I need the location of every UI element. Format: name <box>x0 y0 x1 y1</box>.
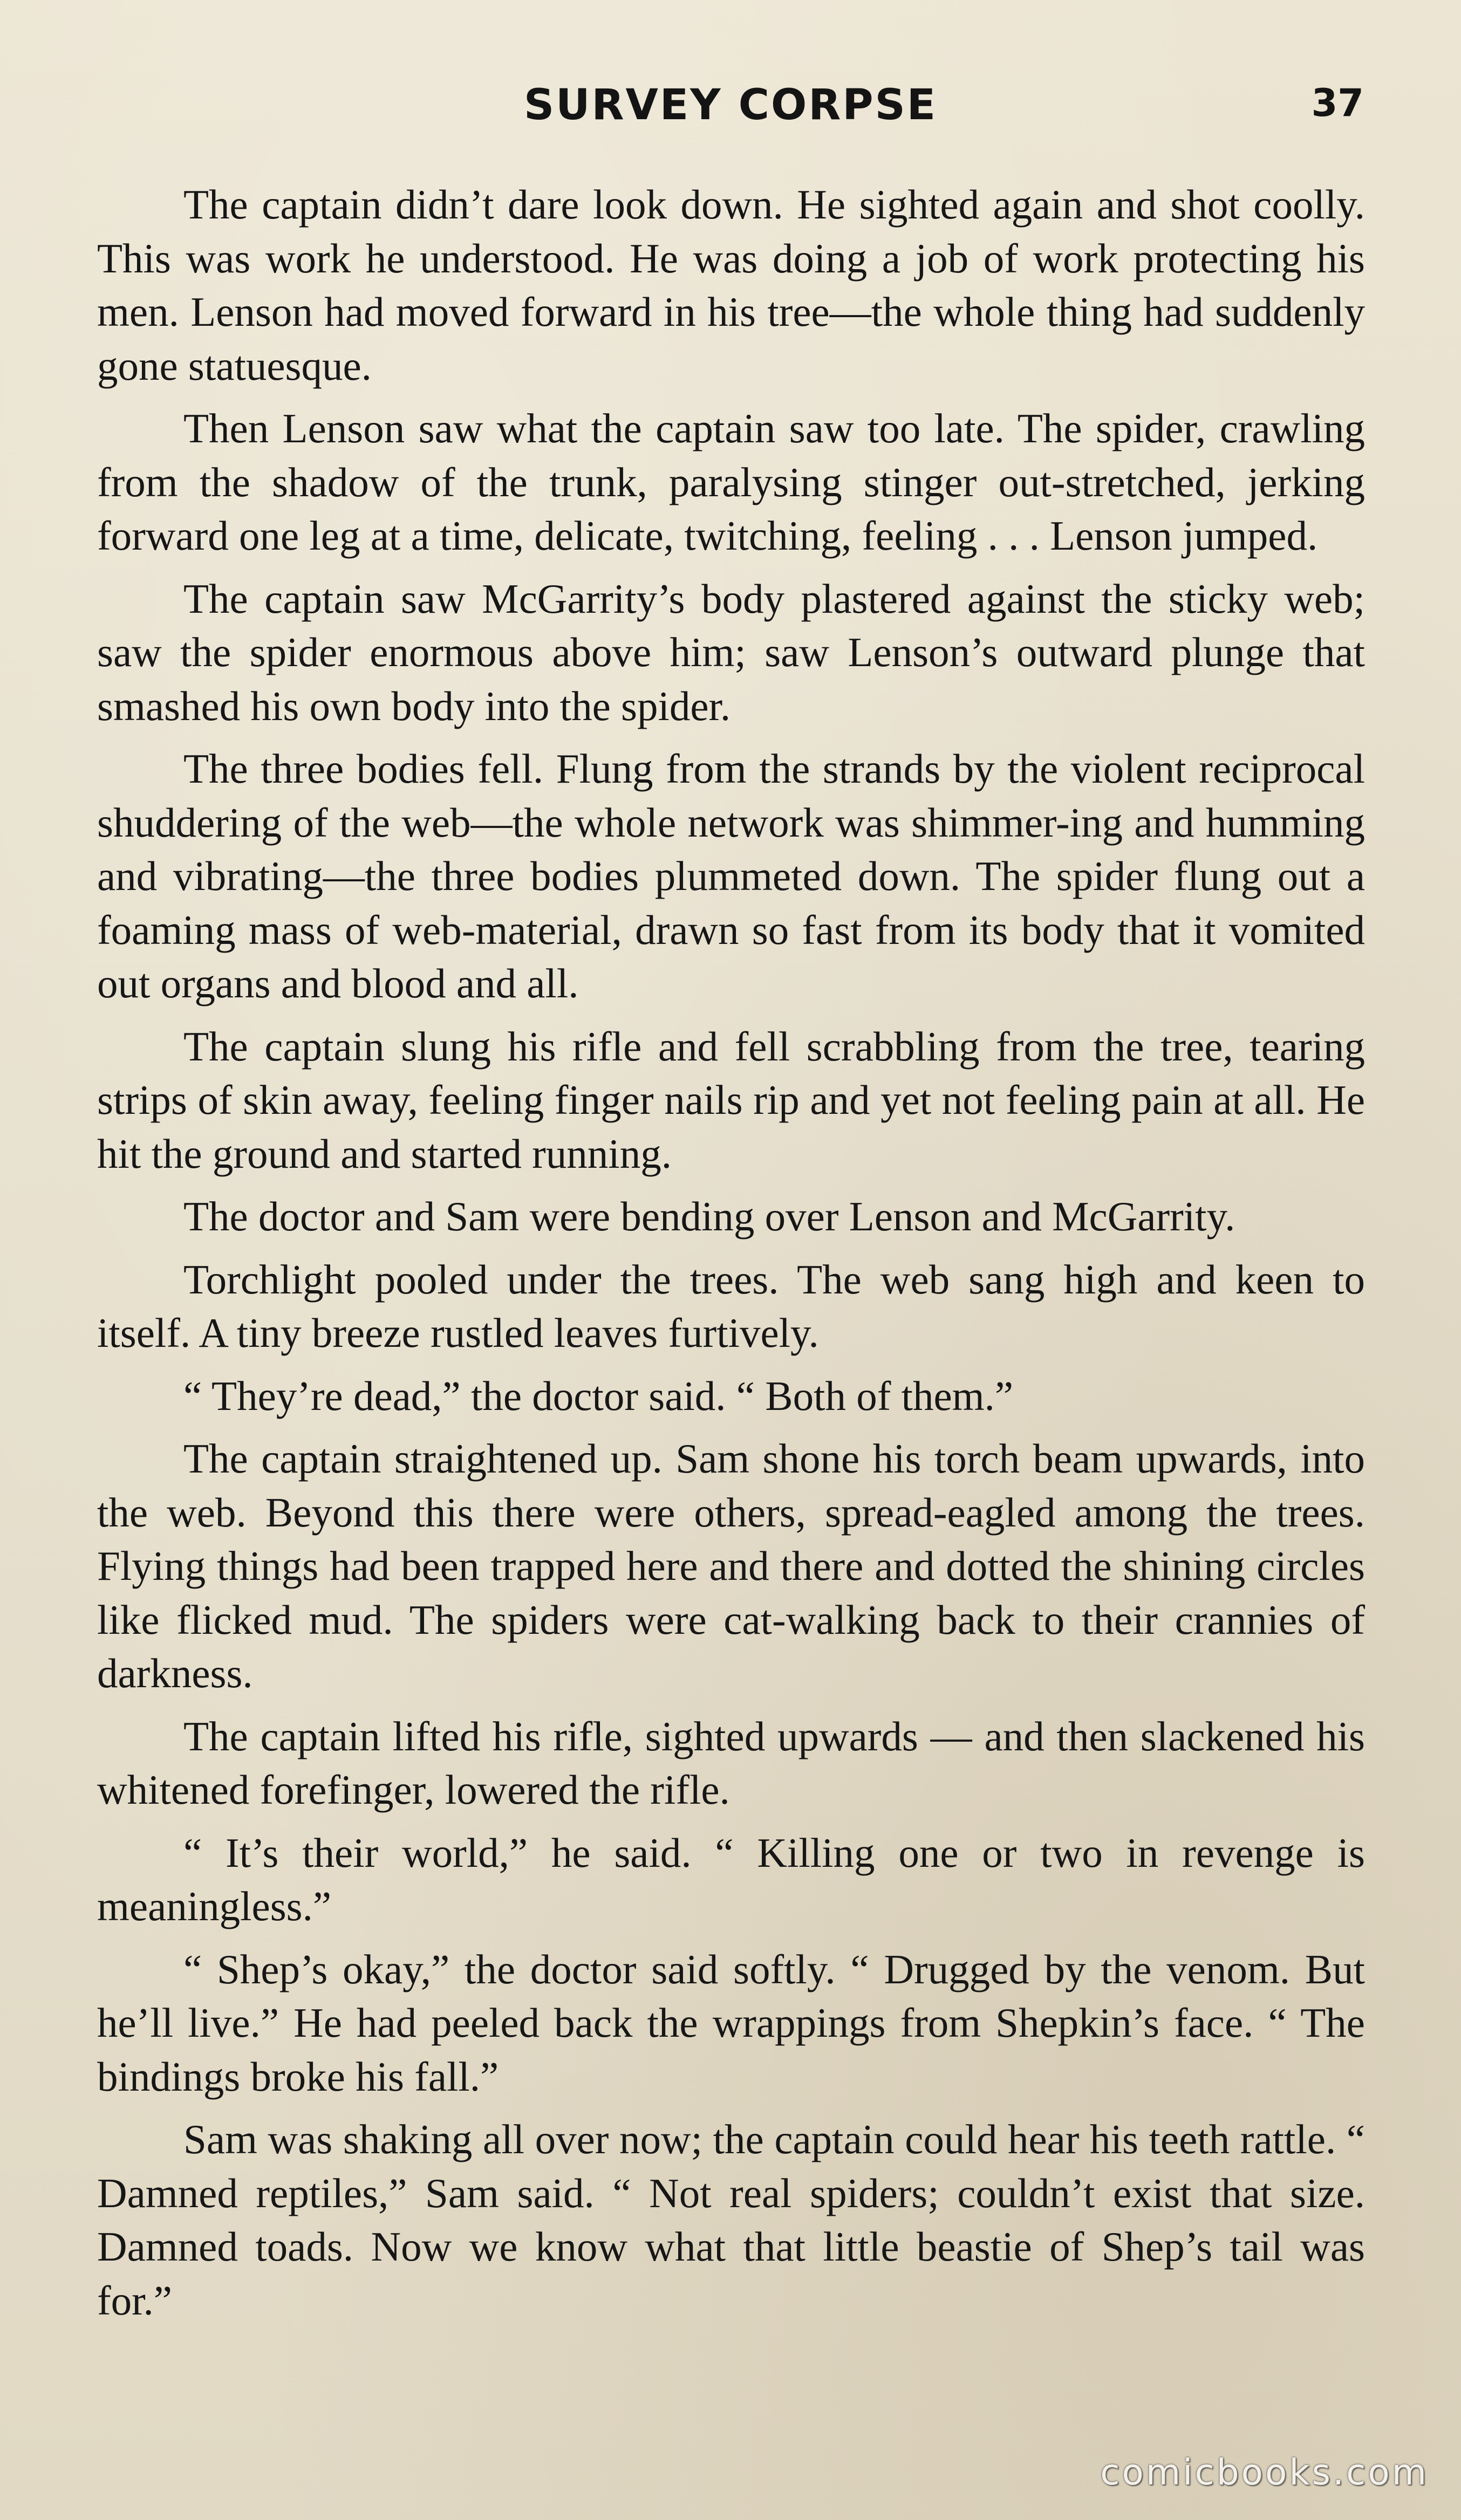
paragraph: “ They’re dead,” the doctor said. “ Both of them.” <box>183 1372 1014 1419</box>
paragraph: “ Shep’s okay,” the doctor said softly. “ Drugged by the venom. But he’ll live.” He had peeled back the wrappings from Shepkin’s face. “ The bindings broke his fall.” <box>97 1946 1365 2100</box>
paragraph: The captain lifted his rifle, sighted upwards — and then slackened his whitened forefinger, lowered the rifle. <box>97 1713 1365 1813</box>
paragraph: The captain saw McGarrity’s body plastered against the sticky web; saw the spider enormous above him; saw Lenson’s outward plunge that smashed his own body into the spider. <box>97 575 1365 729</box>
watermark: comicbooks.com <box>1100 2451 1429 2493</box>
page-number: 37 <box>1311 81 1364 125</box>
paragraph: Sam was shaking all over now; the captain could hear his teeth rattle. “ Damned reptiles,” Sam said. “ Not real spiders; couldn’t exist that size. Damned toads. Now we know what that little beastie of Shep’s tail was for.” <box>97 2116 1365 2324</box>
paragraph: The captain didn’t dare look down. He sighted again and shot coolly. This was work he understood. He was doing a job of work protecting his men. Lenson had moved forward in his tree—the whole thing had suddenly gone statuesque. <box>97 181 1365 389</box>
body-text <box>97 178 1365 2337</box>
paragraph: The captain slung his rifle and fell scrabbling from the tree, tearing strips of skin away, feeling finger nails rip and yet not feeling pain at all. He hit the ground and started running. <box>97 1023 1365 1177</box>
paragraph: “ It’s their world,” he said. “ Killing one or two in revenge is meaningless.” <box>97 1829 1365 1929</box>
paragraph: The doctor and Sam were bending over Lenson and McGarrity. <box>183 1193 1235 1240</box>
paragraph: Then Lenson saw what the captain saw too late. The spider, crawling from the shadow of the trunk, paralysing stinger out-stretched, jerking forward one leg at a time, delicate, twitching, feeling . . . Lenson jumped. <box>97 405 1365 559</box>
paragraph: The captain straightened up. Sam shone his torch beam upwards, into the web. Beyond this there were others, spread-eagled among the trees. Flying things had been trapped here and there and dotted the shining circles like flicked mud. The spiders were cat-walking back to their crannies of darkness. <box>97 1435 1365 1696</box>
running-head: SURVEY CORPSE <box>523 81 938 129</box>
paragraph: Torchlight pooled under the trees. The web sang high and keen to itself. A tiny breeze rustled leaves furtively. <box>97 1256 1365 1356</box>
paragraph: The three bodies fell. Flung from the strands by the violent reciprocal shuddering of the web—the whole network was shimmer-ing and humming and vibrating—the three bodies plummeted down. The spider flung out a foaming mass of web-material, drawn so fast from its body that it vomited out organs and blood and all. <box>97 745 1365 1006</box>
